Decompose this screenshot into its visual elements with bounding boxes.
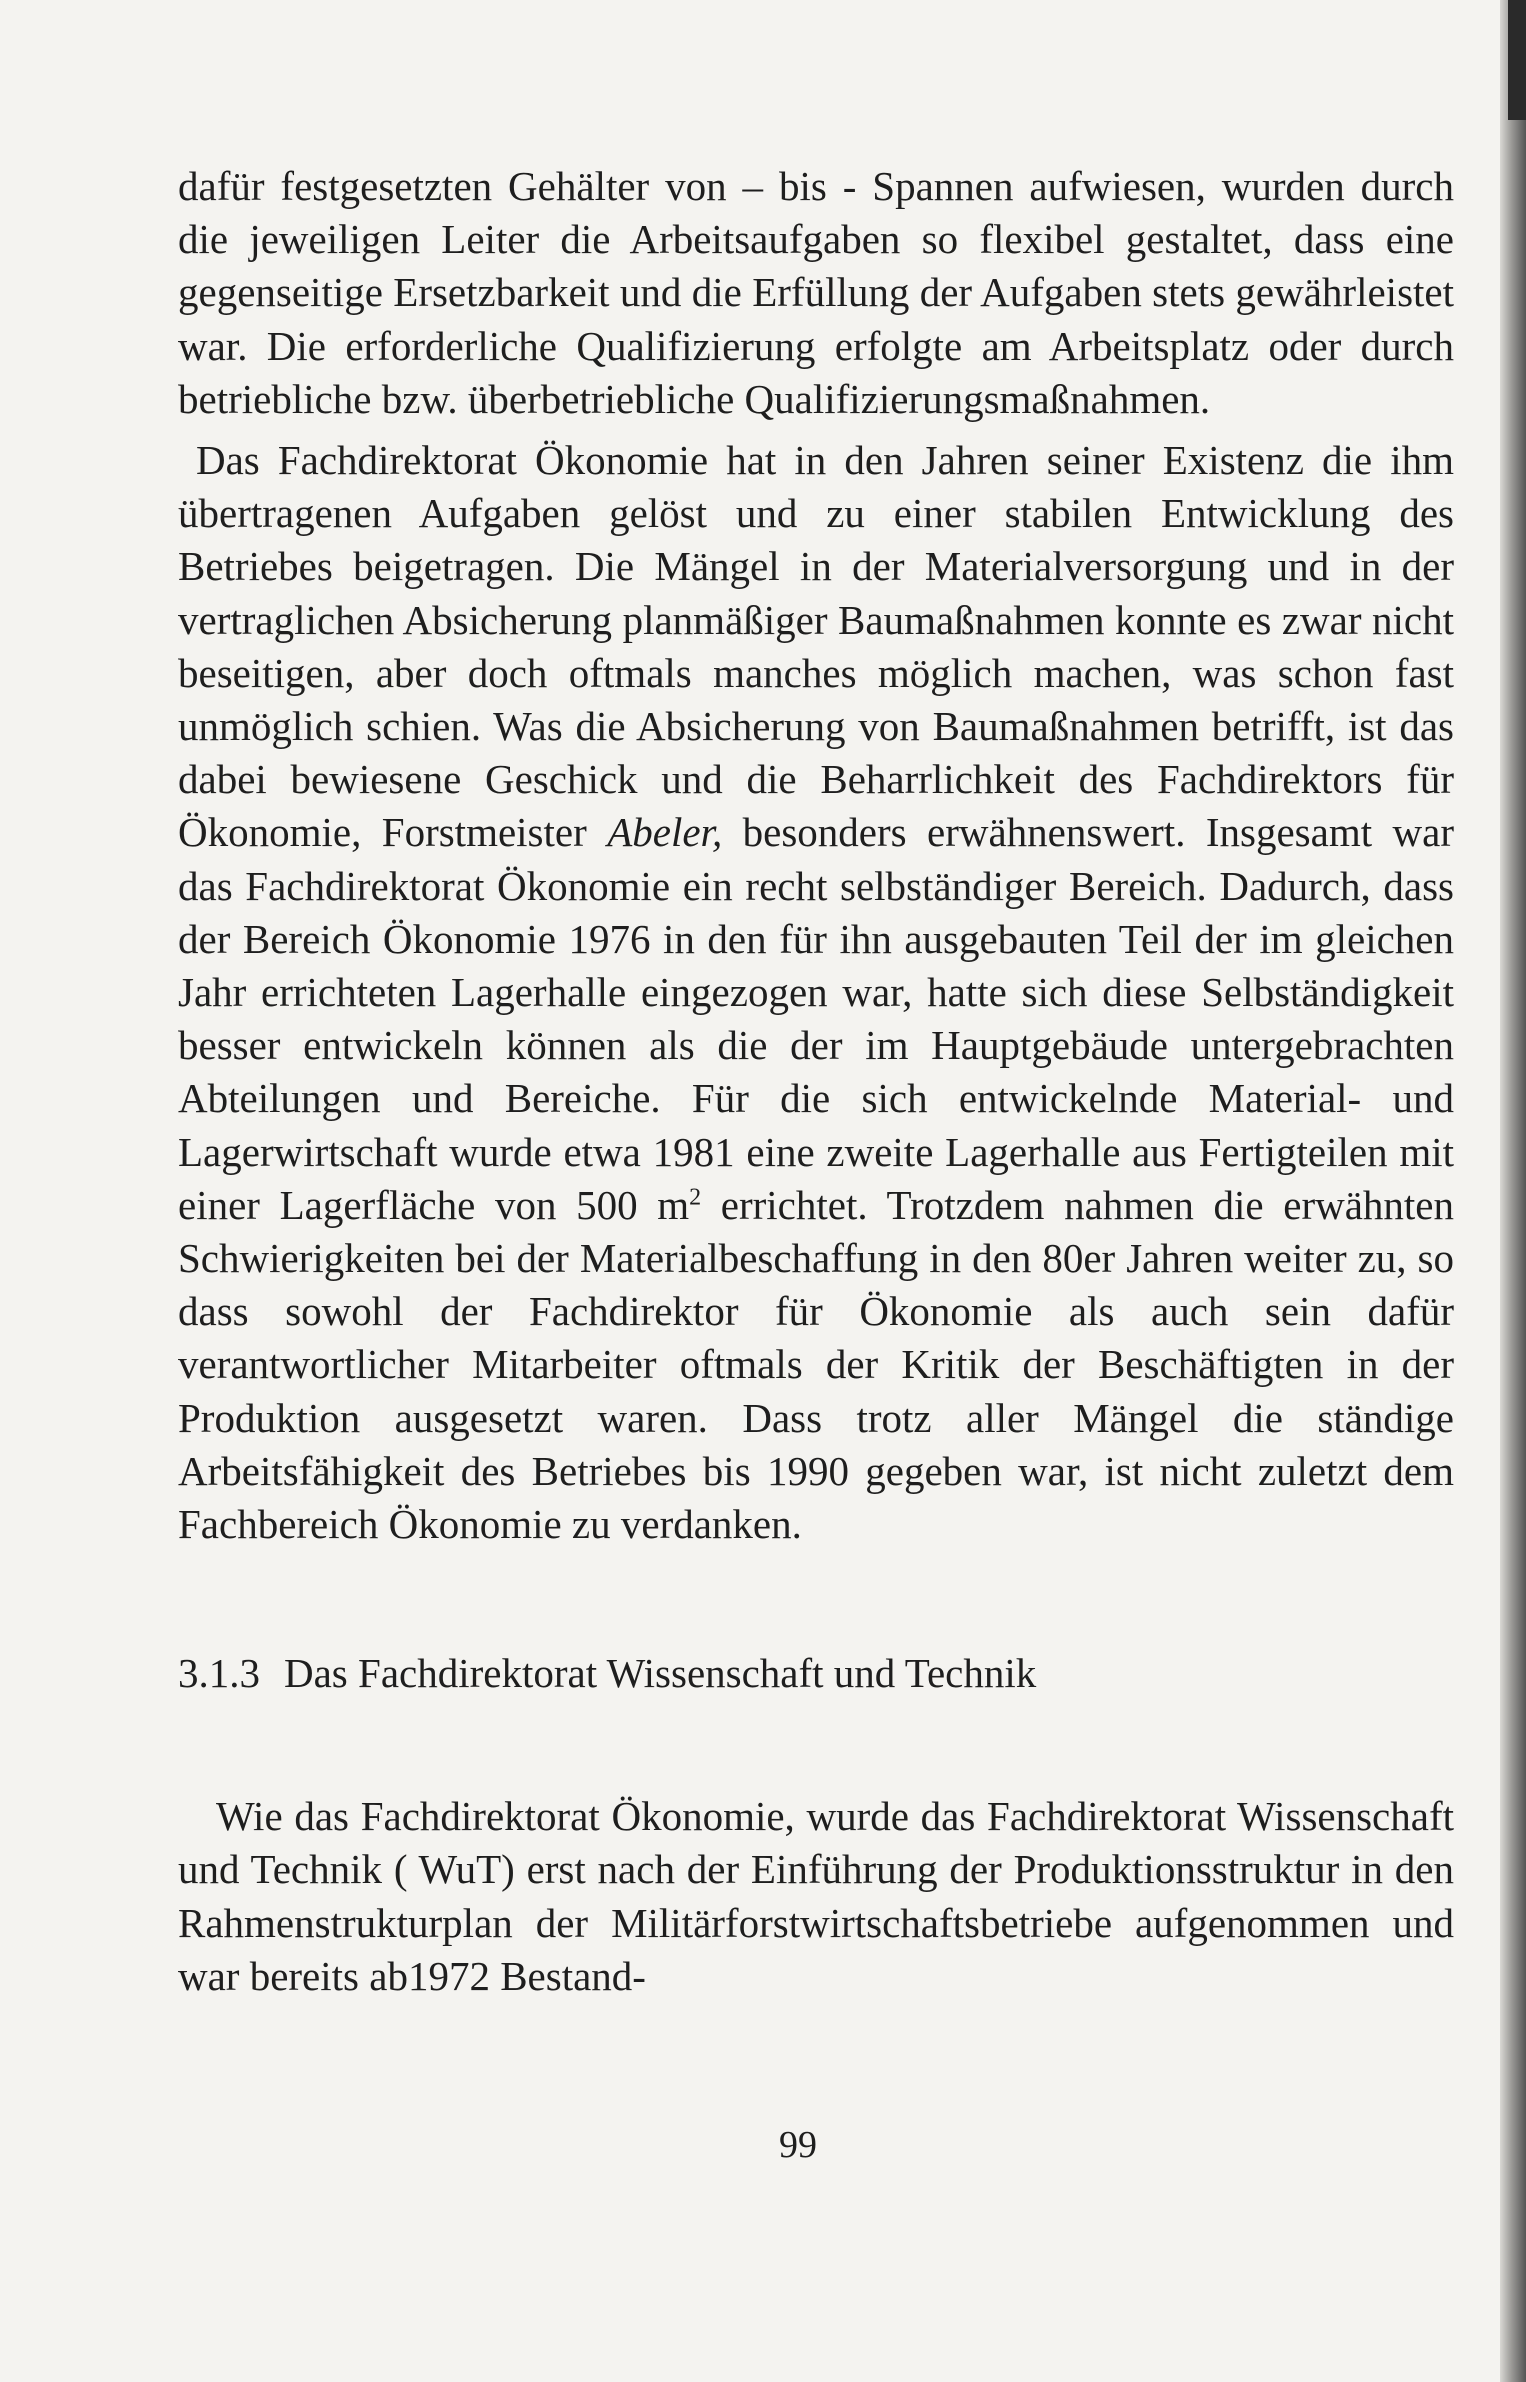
- paragraph-1: dafür festgesetzten Gehälter von – bis - Spannen aufwiesen, wurden durch die jeweiligen Leiter die Arbeitsaufgaben so flexibel gestaltet, dass eine gegenseitige Ersetzbarkeit und die Erfüllung der Aufgaben stets gewährleistet war. Die erforderliche Qualifizierung erfolgte am Arbeitsplatz oder durch betriebliche bzw. überbetriebliche Qualifizierungsmaßnahmen.: [178, 163, 1454, 422]
- section-title: Das Fachdirektorat Wissenschaft und Technik: [284, 1650, 1037, 1697]
- page-number: 99: [779, 2124, 817, 2166]
- page-edge-dark-corner: [1508, 0, 1526, 120]
- page-edge-shadow: [1500, 0, 1526, 2382]
- paragraph-2-part-1: Das Fachdirektorat Ökonomie hat in den Jahren seiner Existenz die ihm übertragenen Aufgaben gelöst und zu einer stabilen Entwicklung des Betriebes beigetragen. Die Mängel in der Materialversorgung und in der vertraglichen Absicherung planmäßiger Baumaßnahmen konnte es zwar nicht beseitigen, aber doch oftmals manches möglich machen, was schon fast unmöglich schien. Was die Absicherung von Baumaßnahmen betrifft, ist das dabei bewiesene Geschick und die Beharrlichkeit des Fachdirektors für Ökonomie, Forstmeister: [178, 437, 1454, 856]
- person-name: Abeler,: [607, 809, 723, 856]
- superscript-2: 2: [689, 1184, 702, 1211]
- paragraph-2: [178, 434, 1454, 1551]
- paragraph-3: Wie das Fachdirektorat Ökonomie, wurde das Fachdirektorat Wissenschaft und Technik ( WuT) erst nach der Einführung der Produktionsstruktur in den Rahmenstrukturplan der Militärforstwirtschaftsbetriebe aufgenommen und war bereits ab1972 Bestand-: [178, 1793, 1454, 1999]
- section-heading: [178, 1647, 1454, 1700]
- paragraph-2-part-3: errichtet. Trotzdem nahmen die erwähnten Schwierigkeiten bei der Materialbeschaffung in den 80er Jahren weiter zu, so dass sowohl der Fachdirektor für Ökonomie als auch sein dafür verantwortlicher Mitarbeiter oftmals der Kritik der Beschäftigten in der Produktion ausgesetzt waren. Dass trotz aller Mängel die ständige Arbeitsfähigkeit des Betriebes bis 1990 gegeben war, ist nicht zuletzt dem Fachbereich Ökonomie zu verdanken.: [178, 1181, 1454, 1548]
- body-text: [178, 160, 1454, 2003]
- paragraph-2-part-2: besonders erwähnenswert. Insgesamt war das Fachdirektorat Ökonomie ein recht selbständiger Bereich. Dadurch, dass der Bereich Ökonomie 1976 in den für ihn ausgebauten Teil der im gleichen Jahr errichteten Lagerhalle eingezogen war, hatte sich diese Selbständigkeit besser entwickeln können als die der im Hauptgebäude untergebrachten Abteilungen und Bereiche. Für die sich entwickelnde Material- und Lagerwirtschaft wurde etwa 1981 eine zweite Lagerhalle aus Fertigteilen mit einer Lagerfläche von 500 m: [178, 809, 1455, 1228]
- section-number: 3.1.3: [178, 1650, 260, 1697]
